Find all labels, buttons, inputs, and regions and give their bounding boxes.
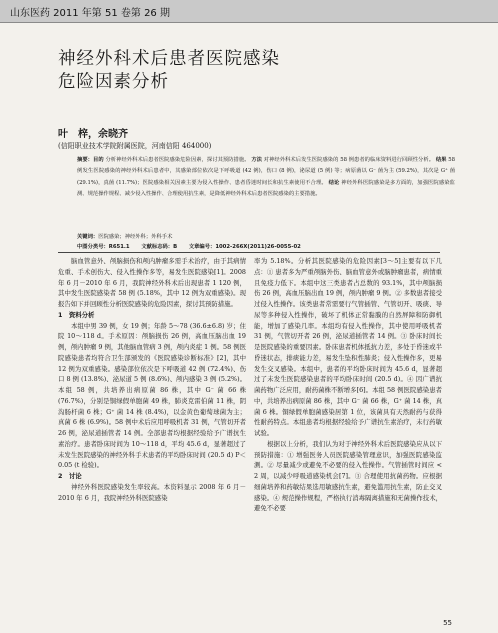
conclusion-label: 结论: [328, 179, 340, 186]
authors: 叶 梓，余晓齐: [58, 129, 128, 140]
classification: 中图分类号：R651.1: [77, 244, 130, 250]
document-code: 文献标志码：B: [141, 244, 178, 250]
method-label: 方法: [251, 157, 262, 163]
keywords-label: 关键词：: [77, 234, 99, 240]
page-number: 55: [443, 619, 452, 627]
materials-paragraph: 本组中男 39 例，女 19 例；年龄 5～78 (36.6±6.8) 岁；住院 10～118 d。手术原因：颅脑损伤 26 例，高血压脑出血 19 例，颅内肿瘤 9 例，其他脑血管病 3 例，颅内炎症 1 例。58 例医院感染患者均符合卫生部颁发的《医院感染诊断标准》[2]，其中 12 例为双重感染。感染部位依次是下呼吸道 42 例 (72.4%)、伤口 8 例 (13.8%)、泌尿道 5 例 (8.6%)、颅内感染 3 例 (5.2%)。本组 58 例，共培养出病原菌 86 株，其中 G⁻ 菌 66 株 (76.7%)，分别是铜绿假单胞菌 49 株，肺炎克雷伯菌 11 株，阴沟肠杆菌 6 株；G⁺ 菌 14 株 (8.4%)，以金黄色葡萄球菌为主；真菌 6 株 (6.9%)。58 例中术后应用呼吸机者 31 例，气管切开者 26 例，泌尿道插管者 14 例。全部患者均根据经验给予广谱抗生素治疗。患者卧床时间为 10～118 d，平均 45.6 d，显著超过了未发生医院感染的神经外科手术患者的平均卧床时间 (20.5 d) P＜0.05 (t 检验)。: [58, 321, 246, 470]
keywords: 医院感染；神经外科；外科手术: [98, 234, 173, 240]
affiliation: (信阳职业技术学院附属医院，河南信阳 464000): [58, 142, 212, 150]
purpose-text: 分析神经外科术后患者医院感染危险因素，探讨其预防措施。: [105, 157, 250, 163]
article-title: [58, 48, 438, 94]
result-text: 58 例发生医院感染的神经外科术后患者中，其感染部位依次是下呼吸道 (42 例)，伤口 (8 例)，泌尿道 (5 例) 等；病原菌以 G⁻ 菌为主 (59.2%)，其次是 G⁺ 菌 (29.1%)，真菌 (11.7%)；医院感染相关因素主要为侵入性操作、患者昏迷时间长和抗生素使用不合理。: [77, 157, 455, 186]
section-heading-discussion: 2 讨论: [58, 472, 82, 480]
section-heading-materials: 1 资料分析: [58, 310, 95, 319]
discussion-paragraph: 神经外科医院感染发生率较高。本资料显示 2008 年 6 月－2010 年 6 月，我院神经外科医院感染: [58, 482, 246, 502]
risk-factors-paragraph: 率为 5.18%。分析其医院感染的危险因素[3～5]主要有以下几点：① 患者多为严重颅脑外伤、脑血管意外或脑肿瘤患者，病情重且免疫力低下。本组中这三类患者占总数的 93.1%，其中颅脑损伤 26 例，高血压脑出血 19 例，颅内肿瘤 9 例。② 多数患者接受过侵入性操作。该类患者常需要行气管插管、气管切开、吸痰、导尿等多种侵入性操作，破坏了机体正常黏膜的自然屏障和防御机能，增加了感染几率。本组均有侵入性操作，其中使用呼吸机者 31 例，气管切开者 26 例，泌尿道插管者 14 例。③ 卧床时间长是医院感染的重要因素。卧床患者机体抵抗力差，多处于昏迷或半昏迷状态，排痰能力差，易发生坠积性肺炎；侵入性操作多，更易发生交叉感染。本组中，患者的平均卧床时间为 45.6 d，显著超过了未发生医院感染患者的平均卧床时间 (20.5 d)。④ 因广谱抗菌药物广泛应用，耐药菌株不断增多[6]。本组 58 例医院感染患者中，共培养出病原菌 86 株，其中 G⁻ 菌 66 株，G⁺ 菌 14 株，真菌 6 株。铜绿假单胞菌感染居第 1 位，该菌具有天然耐药与获得性耐药特点。本组患者均根据经验给予广谱抗生素治疗，未行药敏试验。: [254, 257, 442, 437]
title-line-1: 神经外科术后患者医院感染: [58, 49, 280, 69]
keywords-line: [77, 232, 455, 242]
abstract-label: 摘要：: [77, 157, 94, 163]
prevention-paragraph: 根据以上分析，我们认为对于神经外科术后医院感染应从以下预防措施：① 增强医务人员医院感染管理意识，加强医院感染监测。② 尽量减少或避免不必要的侵入性操作。气管插管时间应 < 2 周，以减少呼吸道感染机会[7]。③ 合理使用抗菌药物。应根据细菌培养和药敏结果选用敏感抗生素，避免滥用抗生素，防止交叉感染。④ 规范操作规程，严格执行消毒隔离措施和无菌操作技术，避免不必要: [254, 439, 442, 513]
body-column-left: [58, 256, 246, 503]
journal-header-bar: [0, 0, 498, 23]
journal-name: 山东医药 2011 年第 51 卷第 26 期: [10, 8, 170, 19]
article-id: 文章编号：1002-266X(2011)26-0055-02: [188, 244, 301, 250]
body-column-right: [254, 256, 442, 514]
classification-line: [77, 242, 455, 252]
result-label: 结果: [435, 157, 447, 163]
article-meta: [77, 232, 455, 252]
abstract: [77, 155, 455, 201]
purpose-label: 目的: [93, 157, 104, 163]
method-text: 对神经外科术后发生医院感染的 58 例患者的临床资料进行回顾性分析。: [263, 157, 435, 163]
conclusion-text: 神经外科医院感染是多方面的，加强医院感染监测、规范操作规程、减少侵入性操作、合理使用抗生素，是降低神经外科术后患者医院感染的主要措施。: [77, 179, 455, 198]
intro-paragraph: 脑血管意外、颅脑损伤和颅内肿瘤多需手术治疗，由于其病情危重、手术创伤大、侵入性操作多等，易发生医院感染[1]。2008 年 6 月－2010 年 6 月，我院神经外科术后出现患者 1 120 例，其中发生医院感染者 58 例 (5.18%，其中 12 例为双重感染)。现报告如下并回顾性分析医院感染的危险因素，探讨其预防措施。: [58, 257, 246, 308]
section-divider: [58, 252, 440, 253]
title-line-2: 危险因素分析: [58, 72, 169, 92]
